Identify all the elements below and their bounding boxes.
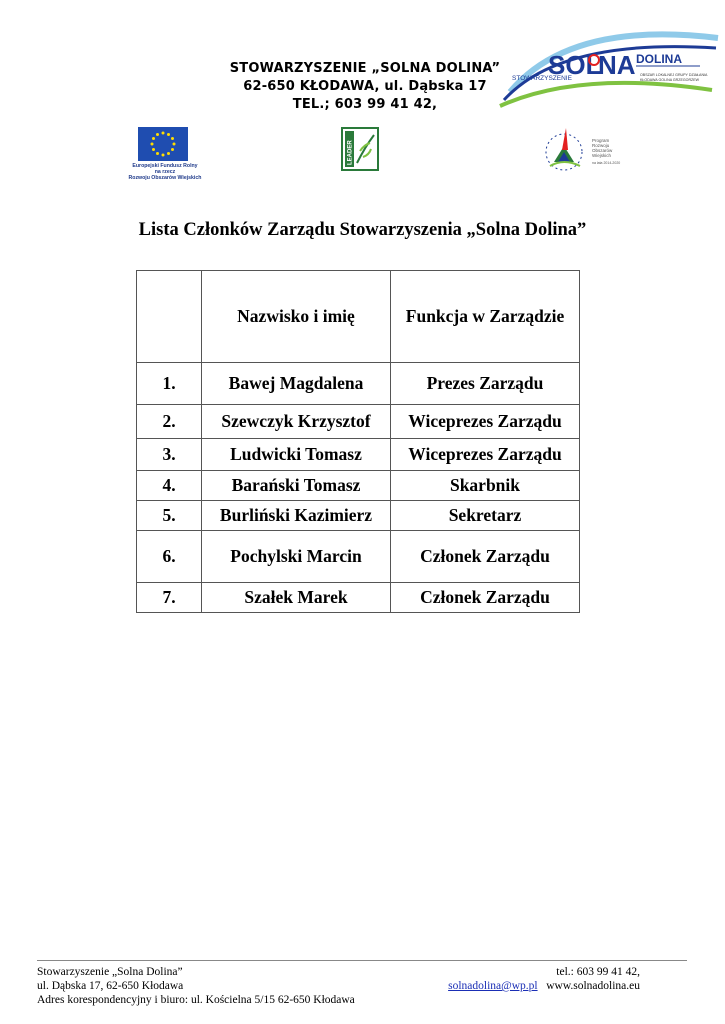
row-name: Burliński Kazimierz [202,501,391,531]
row-number: 2. [137,405,202,439]
table-row [137,531,580,583]
row-number: 1. [137,363,202,405]
logo-small-line-1: OBSZAR LOKALNEJ GRUPY DZIAŁANIA [640,73,708,77]
organization-header [190,60,540,114]
logo-word-sol: SOL [548,50,602,80]
header-function: Funkcja w Zarządzie [391,271,580,363]
prow-line-4: Wiejskich [592,153,612,158]
table-row [137,471,580,501]
prow-line-2: Rozwoju [592,143,610,148]
footer-correspondence-address: Adres korespondencyjny i biuro: ul. Kościelna 5/15 62-650 Kłodawa [37,994,355,1006]
eu-caption-line-1: Europejski Fundusz Rolny [132,163,198,169]
logo-word-dolina: DOLINA [636,52,682,66]
footer-email-link[interactable]: solnadolina@wp.pl [448,980,538,992]
eu-caption-line-2: na rzecz [154,169,176,175]
footer-left [37,965,355,1007]
board-members-table [136,270,580,613]
prow-line-5: na lata 2014-2020 [592,161,621,165]
row-number: 3. [137,439,202,471]
footer-website: www.solnadolina.eu [546,980,640,992]
eu-fund-logo [120,127,210,187]
row-number: 7. [137,583,202,613]
eu-flag-icon [138,127,188,161]
leader-logo-text: LEADER [347,140,354,165]
table-row [137,439,580,471]
header-line-phone: TEL.; 603 99 41 42, [292,97,438,112]
row-name: Ludwicki Tomasz [202,439,391,471]
prow-line-3: Obszarów [592,148,613,153]
footer-address: ul. Dąbska 17, 62-650 Kłodawa [37,980,184,992]
table-row [137,405,580,439]
table-row [137,583,580,613]
row-function: Skarbnik [391,471,580,501]
document-title: Lista Członków Zarządu Stowarzyszenia „Solna Dolina” [138,220,587,240]
row-number: 6. [137,531,202,583]
prow-emblem-icon [546,128,582,170]
row-function: Wiceprezes Zarządu [391,405,580,439]
row-name: Barański Tomasz [202,471,391,501]
footer-right [448,965,640,993]
eu-caption-line-3: Rozwoju Obszarów Wiejskich [128,175,202,181]
row-function: Prezes Zarządu [391,363,580,405]
row-name: Bawej Magdalena [202,363,391,405]
leader-logo [341,127,379,171]
row-function: Członek Zarządu [391,531,580,583]
row-name: Pochylski Marcin [202,531,391,583]
table-row [137,501,580,531]
header-name: Nazwisko i imię [202,271,391,363]
logo-small-line-2: KŁODAWA GOLINA GRZEGORZEW [640,78,700,82]
row-name: Szałek Marek [202,583,391,613]
row-name: Szewczyk Krzysztof [202,405,391,439]
footer-org-name: Stowarzyszenie „Solna Dolina” [37,966,183,978]
row-function: Wiceprezes Zarządu [391,439,580,471]
logo-tagline: STOWARZYSZENIE [512,75,572,82]
table-header-row [137,271,580,363]
header-no [137,271,202,363]
row-function: Sekretarz [391,501,580,531]
footer-divider [37,960,687,961]
solna-dolina-logo [490,30,722,110]
row-number: 4. [137,471,202,501]
row-function: Członek Zarządu [391,583,580,613]
row-number: 5. [137,501,202,531]
logo-word-na: NA [598,50,636,80]
prow-line-1: Program [592,138,610,143]
footer-phone: tel.: 603 99 41 42, [556,966,640,978]
table-row [137,363,580,405]
header-line-name: STOWARZYSZENIE „SOLNA DOLINA” [229,61,501,76]
prow-logo [540,120,640,180]
eu-caption [120,163,210,181]
header-line-address: 62-650 KŁODAWA, ul. Dąbska 17 [243,79,487,94]
